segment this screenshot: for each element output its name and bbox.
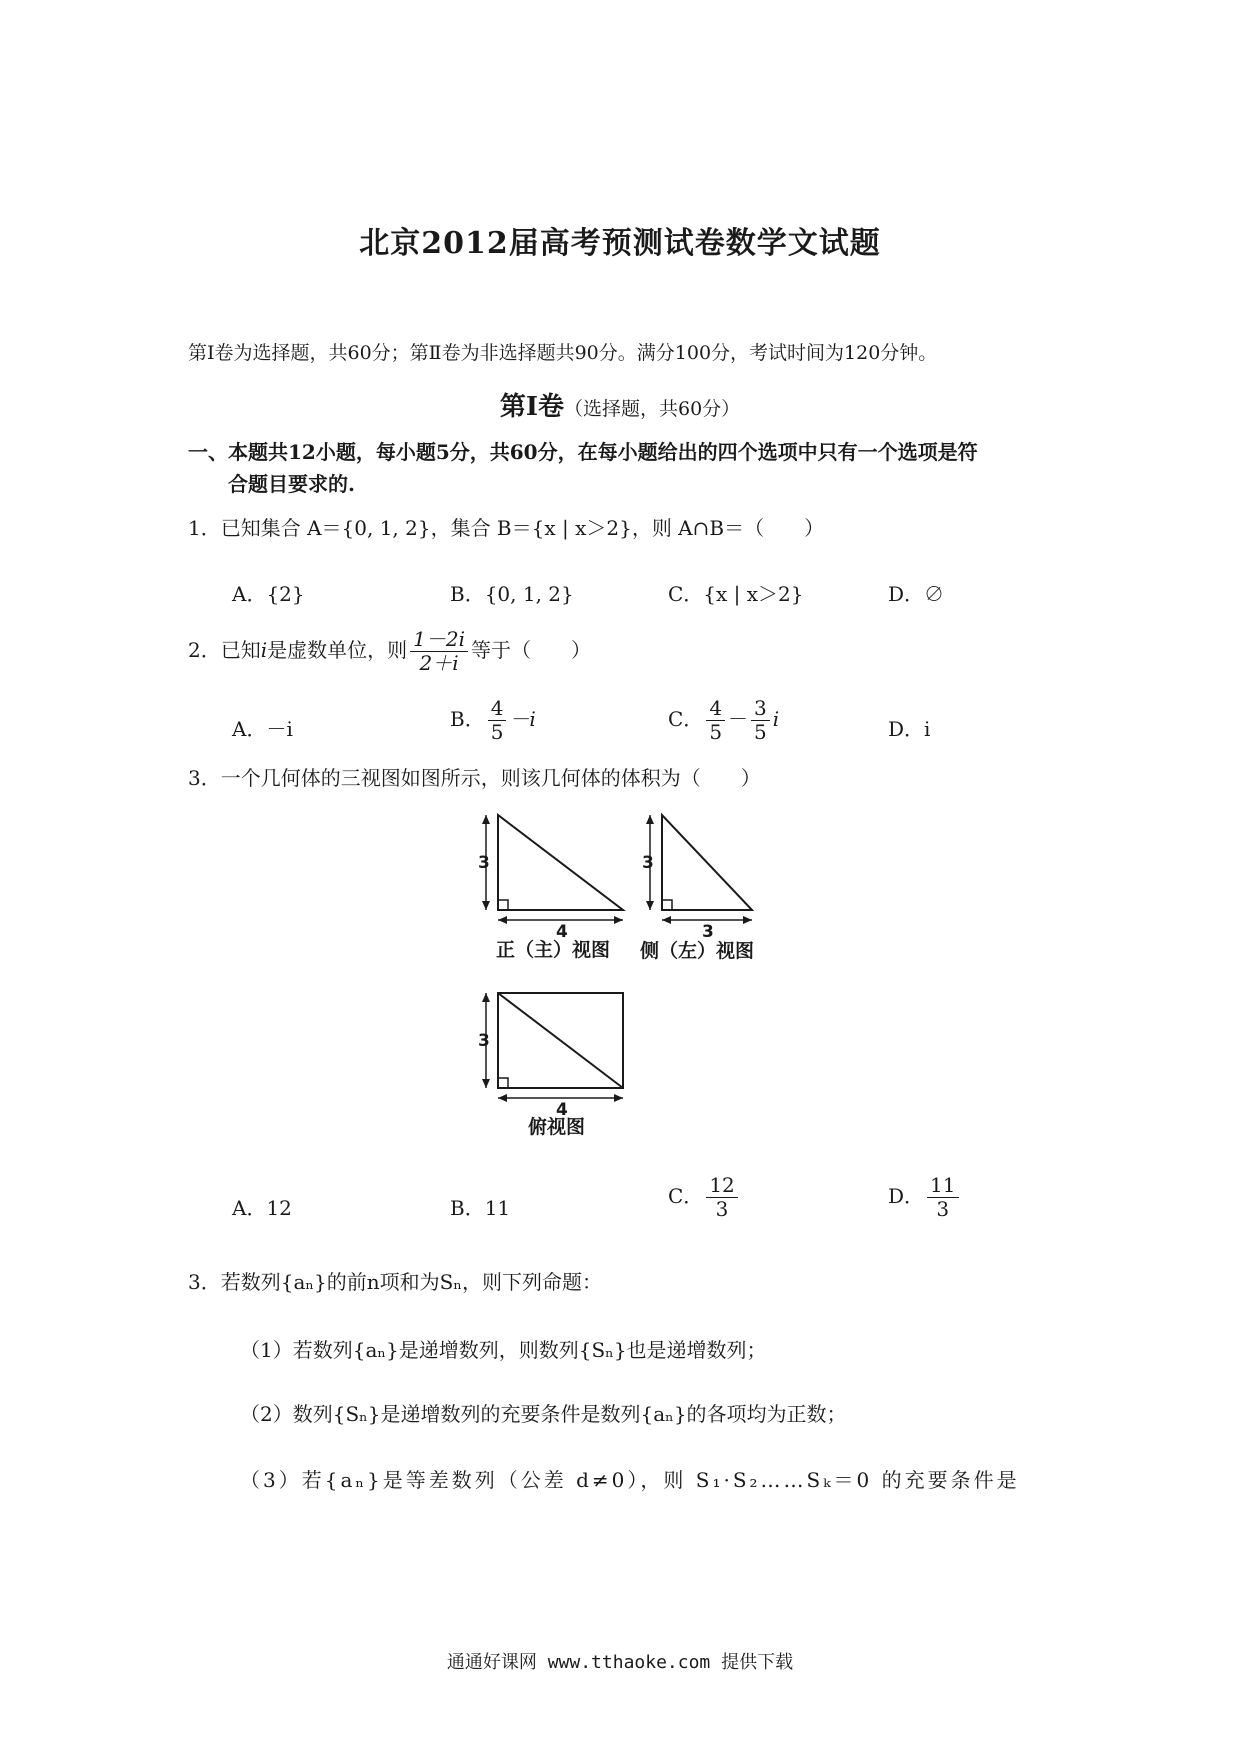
q2-prefix: 2．已知 — [188, 638, 261, 662]
q2-optb-tail: －i — [509, 707, 536, 731]
side-width-label: 3 — [702, 922, 714, 942]
q2-suffix: 等于（ ） — [471, 638, 591, 662]
top-width-arrow-left — [498, 1094, 507, 1102]
side-width-arrow-right — [743, 916, 752, 924]
page-footer: 通通好课网 www.tthaoke.com 提供下载 — [446, 1652, 794, 1673]
question-2-option-a: A．－i — [232, 717, 293, 741]
top-width-label: 4 — [556, 1100, 568, 1120]
top-height-label: 3 — [478, 1031, 490, 1051]
top-width-arrow-right — [614, 1094, 623, 1102]
q3-optc-label: C． — [668, 1184, 704, 1208]
q2-optc-den2: 5 — [754, 720, 767, 744]
side-view-caption: 侧（左）视图 — [640, 940, 755, 962]
q3-optd-den: 3 — [936, 1197, 950, 1221]
page-title: 北京2012届高考预测试卷数学文试题 — [359, 226, 881, 261]
front-height-arrow-top — [482, 815, 490, 824]
volume-heading — [0, 386, 1240, 423]
front-view-caption: 正（主）视图 — [496, 939, 611, 961]
top-height-arrow-top — [482, 993, 490, 1002]
q2-optc-minus: － — [728, 707, 749, 731]
front-width-arrow-left — [498, 916, 507, 924]
volume-main: 第Ⅰ卷 — [499, 392, 564, 422]
question-1-option-a: A．{2} — [232, 582, 305, 606]
question-2-stem — [188, 628, 591, 675]
question-3-option-d — [888, 1174, 962, 1221]
q2-frac-den: 2＋i — [419, 651, 459, 675]
question-2-option-b — [450, 697, 536, 744]
front-height-arrow-bottom — [482, 901, 490, 910]
question-1-option-d: D．∅ — [888, 582, 945, 606]
q2-optc-tail: i — [772, 707, 780, 731]
section-instructions — [188, 436, 978, 500]
q2-optb-num: 4 — [488, 697, 507, 721]
side-height-label: 3 — [642, 853, 654, 873]
side-right-angle — [662, 900, 672, 910]
exam-intro: 第Ⅰ卷为选择题，共60分；第Ⅱ卷为非选择题共90分。满分100分，考试时间为120分钟。 — [188, 342, 938, 364]
question-4-stem: 3．若数列{aₙ}的前n项和为Sₙ，则下列命题： — [188, 1270, 602, 1294]
question-3-stem: 3．一个几何体的三视图如图所示，则该几何体的体积为（ ） — [188, 766, 761, 790]
question-3-option-b: B．11 — [450, 1196, 511, 1220]
q2-optc-num2: 3 — [751, 697, 770, 721]
q3-optd-num: 11 — [927, 1174, 958, 1198]
top-right-angle — [498, 1078, 508, 1088]
q2-frac-num: 1－2i — [410, 628, 468, 652]
question-1-option-c: C．{x | x＞2} — [668, 582, 804, 606]
q3-optc-num: 12 — [706, 1174, 737, 1198]
question-1-option-b: B．{0, 1, 2} — [450, 582, 574, 606]
side-width-arrow-left — [662, 916, 671, 924]
q2-optc-num1: 4 — [706, 697, 725, 721]
front-view-figure — [478, 810, 628, 950]
q2-optb-den: 5 — [490, 720, 504, 744]
question-1-stem: 1．已知集合 A＝{0, 1, 2}，集合 B＝{x | x＞2}，则 A∩B＝（ ） — [188, 516, 825, 540]
side-view-figure — [642, 810, 762, 950]
q3-optc-den: 3 — [715, 1197, 729, 1221]
volume-sub: （选择题，共60分） — [563, 398, 741, 420]
q2-mid: 是虚数单位，则 — [267, 638, 408, 662]
top-view-figure — [478, 988, 628, 1128]
top-view-diagonal — [498, 993, 623, 1088]
question-4-proposition-1: （1）若数列{aₙ}是递增数列，则数列{Sₙ}也是递增数列； — [240, 1338, 767, 1362]
side-height-arrow-top — [646, 815, 654, 824]
q2-var: i — [260, 638, 268, 662]
q3-optd-label: D． — [888, 1184, 925, 1208]
question-3-option-a: A．12 — [232, 1196, 292, 1220]
q2-optc-den1: 5 — [709, 720, 723, 744]
front-height-label: 3 — [478, 853, 490, 873]
front-width-arrow-right — [614, 916, 623, 924]
section-line-2: 合题目要求的. — [228, 472, 355, 496]
front-width-label: 4 — [556, 922, 568, 942]
top-view-caption: 俯视图 — [528, 1116, 586, 1138]
side-view-triangle — [662, 815, 752, 910]
q2-optc-label: C． — [668, 707, 704, 731]
side-height-arrow-bottom — [646, 901, 654, 910]
question-2-option-c — [668, 697, 779, 744]
q2-optb-label: B． — [450, 707, 485, 731]
front-right-angle — [498, 900, 508, 910]
q2-fraction — [410, 628, 468, 675]
question-4-proposition-2: （2）数列{Sₙ}是递增数列的充要条件是数列{aₙ}的各项均为正数； — [240, 1402, 847, 1426]
front-view-triangle — [498, 815, 623, 910]
question-2-option-d: D．i — [888, 717, 931, 741]
top-height-arrow-bottom — [482, 1079, 490, 1088]
question-3-option-c — [668, 1174, 741, 1221]
question-4-proposition-3: （3）若{aₙ}是等差数列（公差 d≠0），则 S₁·S₂……Sₖ＝0 的充要条件是 — [240, 1468, 1020, 1492]
section-line-1: 一、本题共12小题，每小题5分，共60分，在每小题给出的四个选项中只有一个选项是符 — [188, 440, 978, 464]
